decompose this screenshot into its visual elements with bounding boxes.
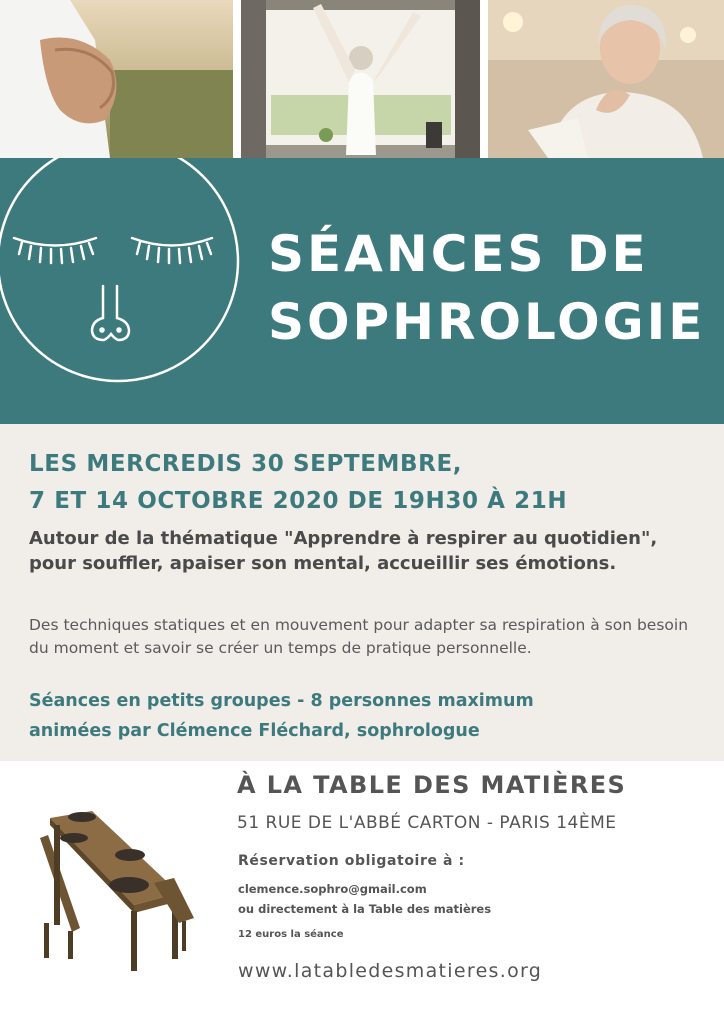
- reservation-label: Réservation obligatoire à :: [238, 853, 465, 869]
- group-line-2: animées par Clémence Fléchard, sophrologue: [29, 721, 480, 741]
- group-line-1: Séances en petits groupes - 8 personnes maximum: [29, 691, 534, 711]
- reservation-email[interactable]: clemence.sophro@gmail.com: [238, 882, 427, 896]
- photo-strip: [0, 0, 724, 158]
- page-title: [268, 220, 705, 356]
- title-banner: [0, 158, 724, 424]
- title-line-1: SÉANCES DE: [268, 225, 649, 283]
- description-text: Des techniques statiques et en mouvement pour adapter sa respiration à son besoin du moment et savoir se créer un temps de pratique personnelle.: [29, 616, 689, 657]
- photo-woman-relaxing: [488, 0, 724, 158]
- wooden-table-image: [34, 783, 204, 983]
- schedule-line-2: 7 ET 14 OCTOBRE 2020 DE 19H30 À 21H: [29, 488, 568, 514]
- schedule-dates: [29, 446, 567, 520]
- reservation-alternative: ou directement à la Table des matières: [238, 902, 492, 916]
- venue-section: [0, 761, 724, 1024]
- sleeping-face-icon: [0, 158, 260, 424]
- photo-hands-on-chest: [0, 0, 233, 158]
- info-section: [0, 424, 724, 761]
- theme-text: Autour de la thématique "Apprendre à respirer au quotidien", pour souffler, apaiser son mental, accueillir ses émotions.: [29, 528, 658, 574]
- group-info: [29, 686, 709, 746]
- schedule-line-1: LES MERCREDIS 30 SEPTEMBRE,: [29, 451, 463, 477]
- reservation-contact: [238, 879, 491, 919]
- venue-name: À LA TABLE DES MATIÈRES: [237, 771, 627, 799]
- venue-address: 51 RUE DE L'ABBÉ CARTON - PARIS 14ÈME: [237, 813, 617, 833]
- title-line-2: SOPHROLOGIE: [268, 293, 706, 351]
- price-text: 12 euros la séance: [238, 929, 344, 940]
- website-link[interactable]: www.latabledesmatieres.org: [238, 960, 543, 982]
- photo-window-stretch: [241, 0, 480, 158]
